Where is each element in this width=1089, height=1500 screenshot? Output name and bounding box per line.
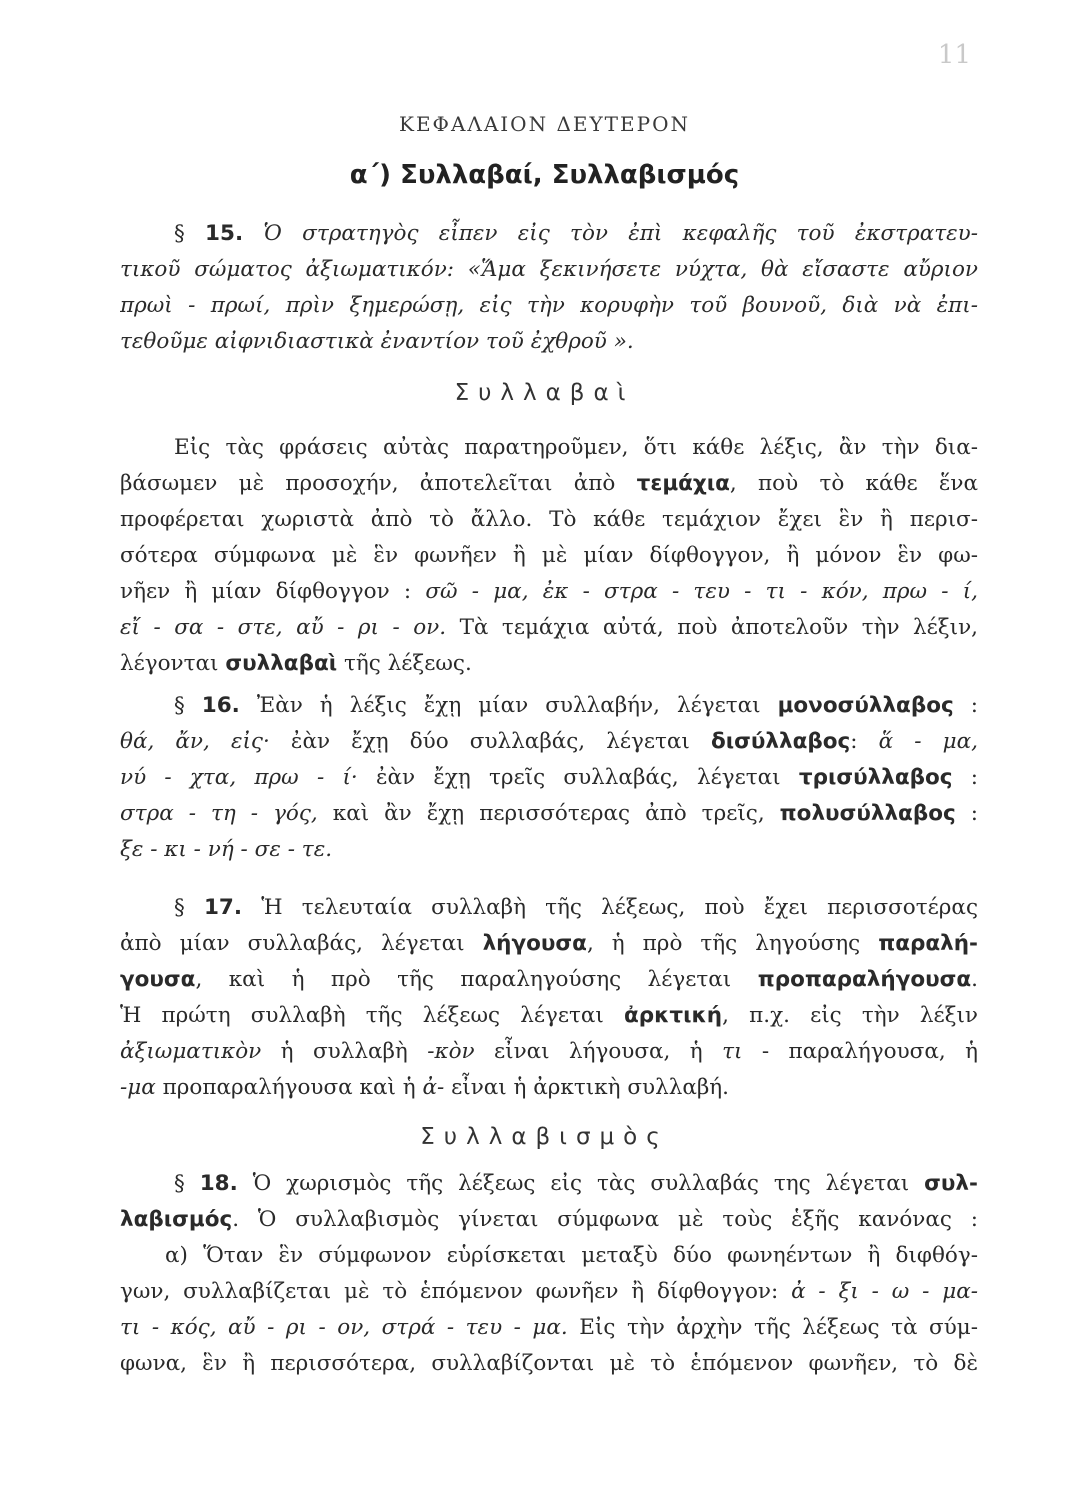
paragraph-syllables (120, 430, 978, 682)
paragraph-line: τεθοῦμε αἰφνιδιαστικὰ ἐναντίον τοῦ ἐχθροῦ ». (120, 329, 634, 354)
paragraph-line: Ἡ πρώτη συλλαβὴ τῆς λέξεως λέγεται ἀρκτική, π.χ. εἰς τὴν λέξιν (120, 1003, 978, 1028)
paragraph-line: βάσωμεν μὲ προσοχήν, ἀποτελεῖται ἀπὸ τεμάχια, ποὺ τὸ κάθε ἕνα (120, 471, 978, 496)
paragraph-line: σότερα σύμφωνα μὲ ἓν φωνῆεν ἢ μὲ μίαν δίφθογγον, ἢ μόνον ἓν φω- (120, 543, 978, 568)
paragraph-line: Εἰς τὰς φράσεις αὐτὰς παρατηροῦμεν, ὅτι κάθε λέξις, ἂν τὴν δια- (174, 435, 978, 460)
paragraph-line: λέγονται συλλαβαὶ τῆς λέξεως. (120, 651, 472, 676)
paragraph-line: φωνα, ἓν ἢ περισσότερα, συλλαβίζονται μὲ τὸ ἑπόμενον φωνῆεν, τὸ δὲ (120, 1351, 978, 1376)
subheading-syllabification: Συλλαβισμὸς (420, 1124, 669, 1150)
paragraph-18 (120, 1166, 978, 1382)
paragraph-line: στρα - τη - γός, καὶ ἂν ἔχῃ περισσότερας ἀπὸ τρεῖς, πολυσύλλαβος : (120, 801, 978, 826)
section-number: 16. (201, 693, 240, 718)
chapter-title: ΚΕΦΑΛΑΙΟΝ ΔΕΥΤΕΡΟΝ (399, 112, 690, 136)
paragraph-line: ἀξιωματικὸν ἡ συλλαβὴ -κὸν εἶναι λήγουσα, ἡ τι - παραλήγουσα, ἡ (120, 1039, 978, 1064)
paragraph-line: α) Ὅταν ἓν σύμφωνον εὑρίσκεται μεταξὺ δύο φωνηέντων ἢ διφθόγ- (165, 1243, 978, 1268)
paragraph-line: § 18. Ὁ χωρισμὸς τῆς λέξεως εἰς τὰς συλλαβάς της λέγεται συλ- (174, 1171, 978, 1196)
page-number-mark: 11 (937, 40, 971, 70)
paragraph-17 (120, 890, 978, 1106)
section-number: 15. (205, 221, 244, 246)
paragraph-line: τικοῦ σώματος ἀξιωματικόν: «Ἅμα ξεκινήσετε νύχτα, θὰ εἴσαστε αὔριον (120, 257, 978, 282)
paragraph-line: § 17. Ἡ τελευταία συλλαβὴ τῆς λέξεως, ποὺ ἔχει περισσοτέρας (174, 895, 978, 920)
section-number: 17. (203, 895, 243, 920)
paragraph-line: § 16. Ἐὰν ἡ λέξις ἔχῃ μίαν συλλαβήν, λέγεται μονοσύλλαβος : (174, 693, 978, 718)
paragraph-line: θά, ἄν, εἰς· ἐὰν ἔχῃ δύο συλλαβάς, λέγεται δισύλλαβος: ἅ - μα, (120, 729, 978, 754)
paragraph-line: γουσα, καὶ ἡ πρὸ τῆς παραληγούσης λέγεται προπαραλήγουσα. (120, 967, 978, 992)
paragraph-16 (120, 688, 978, 868)
paragraph-line: λαβισμός. Ὁ συλλαβισμὸς γίνεται σύμφωνα μὲ τοὺς ἑξῆς κανόνας : (120, 1207, 978, 1232)
paragraph-line: πρωὶ - πρωί, πρὶν ξημερώσῃ, εἰς τὴν κορυφὴν τοῦ βουνοῦ, διὰ νὰ ἐπι- (120, 293, 978, 318)
paragraph-line: ξε - κι - νή - σε - τε. (120, 837, 333, 862)
paragraph-line: εἴ - σα - στε, αὔ - ρι - ον. Τὰ τεμάχια αὐτά, ποὺ ἀποτελοῦν τὴν λέξιν, (120, 615, 978, 640)
paragraph-line: § 15. Ὁ στρατηγὸς εἶπεν εἰς τὸν ἐπὶ κεφαλῆς τοῦ ἐκστρατευ- (174, 221, 978, 246)
paragraph-line: τι - κός, αὔ - ρι - ον, στρά - τευ - μα. Εἰς τὴν ἀρχὴν τῆς λέξεως τὰ σύμ- (120, 1315, 978, 1340)
paragraph-15 (120, 216, 978, 360)
paragraph-line: ἀπὸ μίαν συλλαβάς, λέγεται λήγουσα, ἡ πρὸ τῆς ληγούσης παραλή- (120, 931, 978, 956)
paragraph-line: -μα προπαραλήγουσα καὶ ἡ ἀ- εἶναι ἡ ἀρκτικὴ συλλαβή. (120, 1075, 729, 1100)
paragraph-line: νῆεν ἢ μίαν δίφθογγον : σῶ - μα, ἐκ - στρα - τευ - τι - κόν, πρω - ί, (120, 579, 978, 604)
paragraph-line: προφέρεται χωριστὰ ἀπὸ τὸ ἄλλο. Τὸ κάθε τεμάχιον ἔχει ἓν ἢ περισ- (120, 507, 978, 532)
section-heading: α΄) Συλλαβαί, Συλλαβισμός (349, 160, 740, 190)
subheading-syllables: Συλλαβαὶ (454, 380, 635, 406)
paragraph-line: νύ - χτα, πρω - ί· ἐὰν ἔχῃ τρεῖς συλλαβάς, λέγεται τρισύλλαβος : (120, 765, 978, 790)
section-number: 18. (199, 1171, 238, 1196)
paragraph-line: γων, συλλαβίζεται μὲ τὸ ἑπόμενον φωνῆεν ἢ δίφθογγον: ἀ - ξι - ω - μα- (120, 1279, 978, 1304)
